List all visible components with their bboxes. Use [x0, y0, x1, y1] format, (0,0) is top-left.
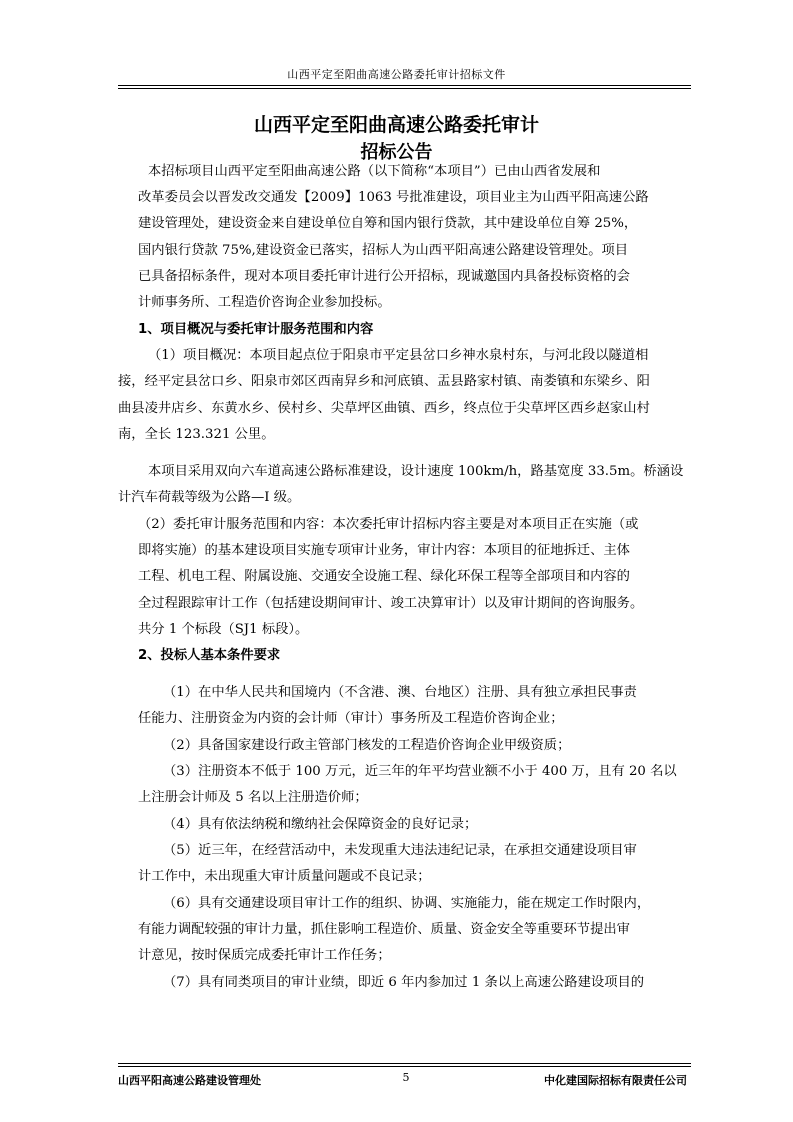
footer-issuer: 山西平阳高速公路建设管理处: [118, 1074, 261, 1087]
header-rule-thin: [118, 88, 691, 89]
requirement-line: （2）具备国家建设行政主管部门核发的工程造价咨询企业甲级资质；: [163, 738, 571, 753]
requirement-line: （3）注册资本不低于 100 万元，近三年的年平均营业额不小于 400 万，且有 20 名以: [163, 764, 677, 779]
intro-line: 计师事务所、工程造价咨询企业参加投标。: [138, 295, 391, 310]
paragraph-line: 接，经平定县岔口乡、阳泉市郊区西南舁乡和河底镇、盂县路家村镇、南娄镇和东梁乡、阳: [118, 374, 650, 389]
intro-line: 改革委员会以晋发改交通发【2009】1063 号批准建设，项目业主为山西平阳高速公路: [138, 190, 649, 205]
section-heading: 2、投标人基本条件要求: [138, 648, 281, 663]
requirement-line: 任能力、注册资金为内资的会计师（审计）事务所及工程造价咨询企业；: [138, 711, 564, 726]
intro-line: 已具备招标条件，现对本项目委托审计进行公开招标，现诚邀国内具备投标资格的会: [138, 269, 630, 284]
intro-line: 本招标项目山西平定至阳曲高速公路（以下简称“本项目”）已由山西省发展和: [148, 164, 601, 179]
paragraph-line: 计汽车荷载等级为公路—I 级。: [118, 490, 301, 505]
requirement-line: 计工作中，未出现重大审计质量问题或不良记录；: [138, 869, 431, 884]
requirement-line: （5）近三年，在经营活动中，未发现重大违法违纪记录，在承担交通建设项目审: [163, 843, 637, 858]
requirement-line: （1）在中华人民共和国境内（不含港、澳、台地区）注册、具有独立承担民事责: [163, 685, 637, 700]
intro-line: 建设管理处，建设资金来自建设单位自筹和国内银行贷款，其中建设单位自筹 25%，: [138, 216, 638, 231]
paragraph-line: 即将实施）的基本建设项目实施专项审计业务，审计内容：本项目的征地拆迁、主体: [138, 543, 630, 558]
requirement-line: （7）具有同类项目的审计业绩，即近 6 年内参加过 1 条以上高速公路建设项目的: [163, 975, 645, 990]
paragraph-line: 共分 1 个标段（SJ1 标段）。: [138, 622, 309, 637]
document-title: 山西平定至阳曲高速公路委托审计: [253, 114, 539, 136]
requirement-line: 上注册会计师及 5 名以上注册造价师；: [138, 790, 368, 805]
intro-line: 国内银行贷款 75%,建设资金已落实，招标人为山西平阳高速公路建设管理处。项目: [138, 243, 629, 258]
paragraph-line: 工程、机电工程、附属设施、交通安全设施工程、绿化环保工程等全部项目和内容的: [138, 569, 630, 584]
footer-rule: [118, 1066, 691, 1067]
requirement-line: （4）具有依法纳税和缴纳社会保障资金的良好记录；: [163, 817, 478, 832]
requirement-line: 有能力调配较强的审计力量，抓住影响工程造价、质量、资金安全等重要环节提出审: [138, 922, 630, 937]
paragraph-line: 全过程跟踪审计工作（包括建设期间审计、竣工决算审计）以及审计期间的咨询服务。: [138, 596, 644, 611]
document-subtitle: 招标公告: [360, 142, 433, 163]
paragraph-line: （2）委托审计服务范围和内容：本次委托审计招标内容主要是对本项目正在实施（或: [138, 517, 639, 532]
footer-rule-thin: [118, 1063, 691, 1064]
section-heading: 1、项目概况与委托审计服务范围和内容: [138, 322, 374, 337]
page-number: 5: [402, 1071, 410, 1084]
header-rule: [118, 85, 691, 86]
paragraph-line: 南，全长 123.321 公里。: [118, 427, 275, 442]
footer-agency: 中化建国际招标有限责任公司: [544, 1074, 687, 1087]
paragraph-line: 本项目采用双向六车道高速公路标准建设，设计速度 100km/h，路基宽度 33.5m。桥涵设: [148, 464, 684, 479]
running-header: 山西平定至阳曲高速公路委托审计招标文件: [287, 68, 506, 81]
requirement-line: 计意见，按时保质完成委托审计工作任务；: [138, 948, 391, 963]
paragraph-line: 曲县凌井店乡、东黄水乡、侯村乡、尖草坪区曲镇、西乡，终点位于尖草坪区西乡赵家山村: [118, 401, 650, 416]
paragraph-line: （1）项目概况：本项目起点位于阳泉市平定县岔口乡神水泉村东，与河北段以隧道相: [148, 348, 649, 363]
requirement-line: （6）具有交通建设项目审计工作的组织、协调、实施能力，能在规定工作时限内，: [163, 896, 651, 911]
